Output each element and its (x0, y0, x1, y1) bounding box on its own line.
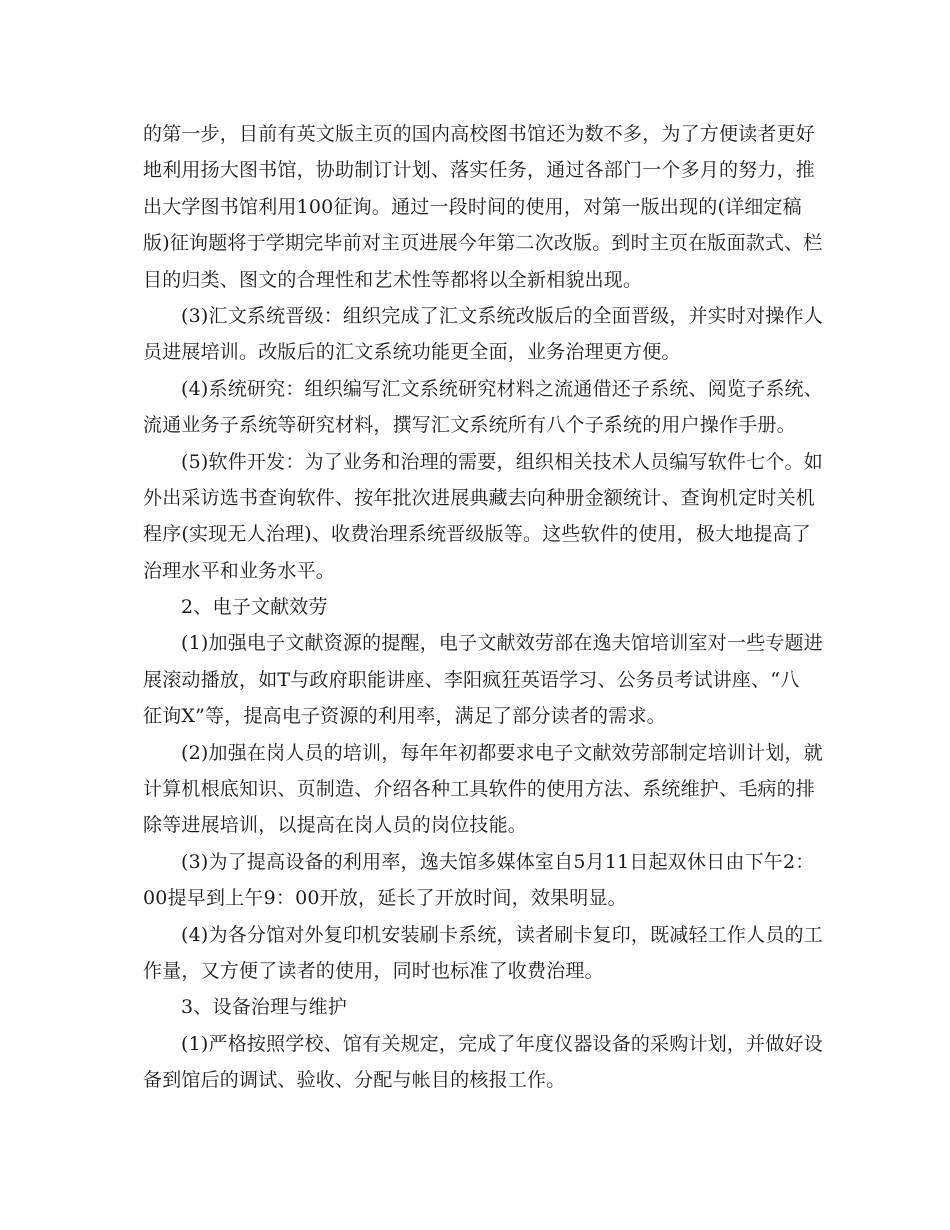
text-line: 展滚动播放，如T与政府职能讲座、李阳疯狂英语学习、公务员考试讲座、“八 (143, 668, 800, 691)
text-line: 目的归类、图文的合理性和艺术性等都将以全新相貌出现。 (143, 268, 643, 291)
text-line: 作量，又方便了读者的使用，同时也标准了收费治理。 (143, 959, 604, 982)
text-line: 程序(实现无人治理)、收费治理系统晋级版等。这些软件的使用，极大地提高了 (143, 523, 812, 546)
text-line: 00提早到上午9：00开放，延长了开放时间，效果明显。 (143, 887, 627, 910)
text-line: 地利用扬大图书馆，协助制订计划、落实任务，通过各部门一个多月的努力，推 (143, 159, 816, 182)
paragraph-start-line: (2)加强在岗人员的培训，每年年初都要求电子文献效劳部制定培训计划，就 (181, 741, 823, 764)
paragraph-start-line: (3)汇文系统晋级：组织完成了汇文系统改版后的全面晋级，并实时对操作人 (181, 304, 823, 327)
text-line: 除等进展培训，以提高在岗人员的岗位技能。 (143, 814, 528, 837)
paragraph-start-line: (5)软件开发：为了业务和治理的需要，组织相关技术人员编写软件七个。如 (181, 450, 823, 473)
text-line: 版)征询题将于学期完毕前对主页进展今年第二次改版。到时主页在版面款式、栏 (143, 232, 823, 255)
document-body (143, 116, 823, 1099)
text-line: 出大学图书馆利用100征询。通过一段时间的使用，对第一版出现的(详细定稿 (143, 195, 802, 218)
text-line: 备到馆后的调试、验收、分配与帐目的核报工作。 (143, 1069, 566, 1092)
text-line: 治理水平和业务水平。 (143, 559, 336, 582)
text-line: 的第一步，目前有英文版主页的国内高校图书馆还为数不多，为了方便读者更好 (143, 123, 816, 145)
text-line: 外出采访选书查询软件、按年批次进展典藏去向种册金额统计、查询机定时关机 (143, 486, 816, 509)
paragraph-start-line: (4)系统研究：组织编写汇文系统研究材料之流通借还子系统、阅览子系统、 (181, 377, 823, 400)
paragraph-start-line: (4)为各分馆对外复印机安装刷卡系统，读者刷卡复印，既减轻工作人员的工 (181, 923, 823, 946)
paragraph-start-line: (1)严格按照学校、馆有关规定，完成了年度仪器设备的采购计划，并做好设 (181, 1032, 823, 1055)
paragraph-start-line: (3)为了提高设备的利用率，逸夫馆多媒体室自5月11日起双休日由下午2： (181, 850, 815, 873)
text-line: 员进展培训。改版后的汇文系统功能更全面，业务治理更方便。 (143, 341, 681, 364)
text-line: 流通业务子系统等研究材料，撰写汇文系统所有八个子系统的用户操作手册。 (143, 414, 796, 437)
paragraph-start-line: (1)加强电子文献资源的提醒，电子文献效劳部在逸夫馆培训室对一些专题进 (181, 632, 823, 655)
text-line: 征询X”等，提高电子资源的利用率，满足了部分读者的需求。 (143, 705, 666, 728)
section-heading: 2、电子文献效劳 (181, 596, 328, 619)
section-heading: 3、设备治理与维护 (181, 996, 347, 1019)
text-line: 计算机根底知识、页制造、介绍各种工具软件的使用方法、系统维护、毛病的排 (143, 778, 816, 801)
